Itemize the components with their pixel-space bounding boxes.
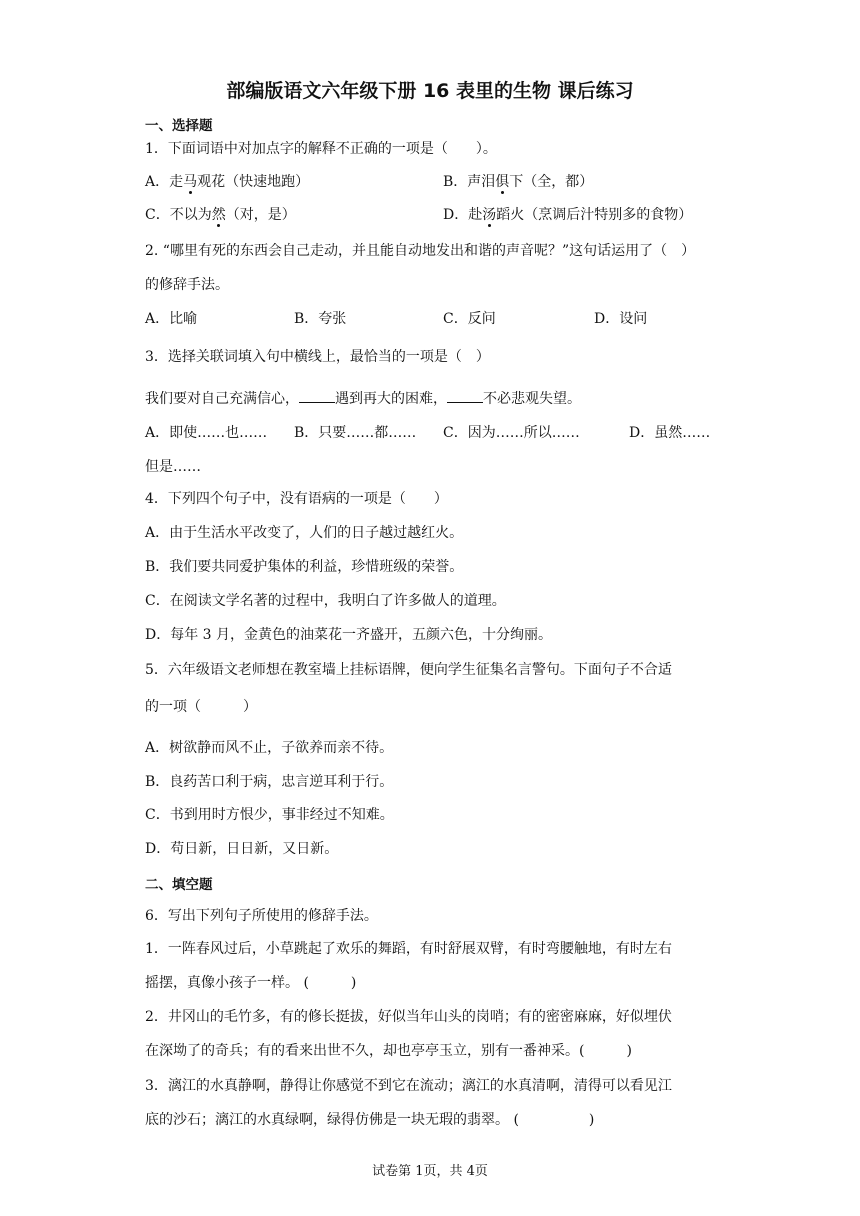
q6-stem: 6．写出下列句子所使用的修辞手法。 <box>145 908 378 924</box>
q6-item3-line2: 底的沙石；漓江的水真绿啊，绿得仿佛是一块无瑕的翡翠。 ( ) <box>145 1112 595 1128</box>
q1-option-b: B．声泪俱下（全，都） <box>443 174 594 190</box>
q5-option-d: D．苟日新，日日新，又日新。 <box>145 841 339 857</box>
q1-stem: 1．下面词语中对加点字的解释不正确的一项是（ ）。 <box>145 141 497 157</box>
q2-option-b: B．夸张 <box>294 311 347 327</box>
q3-blank-2[interactable] <box>447 388 483 403</box>
q2-option-c: C．反问 <box>443 311 496 327</box>
q5-option-c: C．书到用时方恨少，事非经过不知难。 <box>145 807 394 823</box>
section-heading-choice: 一、选择题 <box>145 118 213 134</box>
q5-stem-line1: 5．六年级语文老师想在教室墙上挂标语牌，便向学生征集名言警句。下面句子不合适 <box>145 662 672 678</box>
q5-option-b: B．良药苦口利于病，忠言逆耳利于行。 <box>145 774 394 790</box>
q5-option-a: A．树欲静而风不止，子欲养而亲不待。 <box>145 740 394 756</box>
page-title: 部编版语文六年级下册 16 表里的生物 课后练习 <box>226 80 634 102</box>
q2-stem-line2: 的修辞手法。 <box>145 277 229 293</box>
q4-stem: 4．下列四个句子中，没有语病的一项是（ ） <box>145 491 448 507</box>
q6-item2-line2: 在深坳了的奇兵；有的看来出世不久，却也亭亭玉立，别有一番神采。( ) <box>145 1043 632 1059</box>
q1-option-a: A．走马观花（快速地跑） <box>145 174 310 190</box>
q4-option-d: D．每年 3 月，金黄色的油菜花一齐盛开，五颜六色，十分绚丽。 <box>145 627 553 643</box>
q3-option-a: A．即使……也…… <box>145 425 268 441</box>
q4-option-b: B．我们要共同爱护集体的利益，珍惜班级的荣誉。 <box>145 559 464 575</box>
q3-option-d: D．虽然…… <box>629 425 711 441</box>
q4-option-c: C．在阅读文学名著的过程中，我明白了许多做人的道理。 <box>145 593 506 609</box>
q2-option-a: A．比喻 <box>145 311 198 327</box>
q3-blank-1[interactable] <box>299 388 335 403</box>
q6-item2-line1: 2．井冈山的毛竹多，有的修长挺拔，好似当年山头的岗哨；有的密密麻麻，好似埋伏 <box>145 1009 672 1025</box>
q6-item1-line1: 1．一阵春风过后，小草跳起了欢乐的舞蹈，有时舒展双臂，有时弯腰触地，有时左右 <box>145 941 672 957</box>
q3-option-b: B．只要……都…… <box>294 425 417 441</box>
q6-item3-line1: 3．漓江的水真静啊，静得让你感觉不到它在流动；漓江的水真清啊，清得可以看见江 <box>145 1078 672 1094</box>
q4-option-a: A．由于生活水平改变了，人们的日子越过越红火。 <box>145 525 464 541</box>
section-heading-fill: 二、填空题 <box>145 877 213 893</box>
q6-item1-line2: 摇摆，真像小孩子一样。 ( ) <box>145 975 357 991</box>
q1-option-d: D．赴汤蹈火（烹调后汁特别多的食物） <box>443 207 693 223</box>
q3-stem: 3．选择关联词填入句中横线上，最恰当的一项是（ ） <box>145 349 490 365</box>
q5-stem-line2: 的一项（ ） <box>145 699 257 715</box>
q3-option-d-cont: 但是…… <box>145 459 201 475</box>
q2-stem-line1: 2. “哪里有死的东西会自己走动，并且能自动地发出和谐的声音呢？”这句话运用了（ ） <box>145 243 696 259</box>
page-footer: 试卷第 1页，共 4页 <box>372 1164 488 1179</box>
q1-option-c: C．不以为然（对，是） <box>145 207 296 223</box>
q3-sentence: 我们要对自己充满信心， 遇到再大的困难， 不必悲观失望。 <box>145 388 581 409</box>
q3-option-c: C．因为……所以…… <box>443 425 580 441</box>
q2-option-d: D．设问 <box>594 311 648 327</box>
